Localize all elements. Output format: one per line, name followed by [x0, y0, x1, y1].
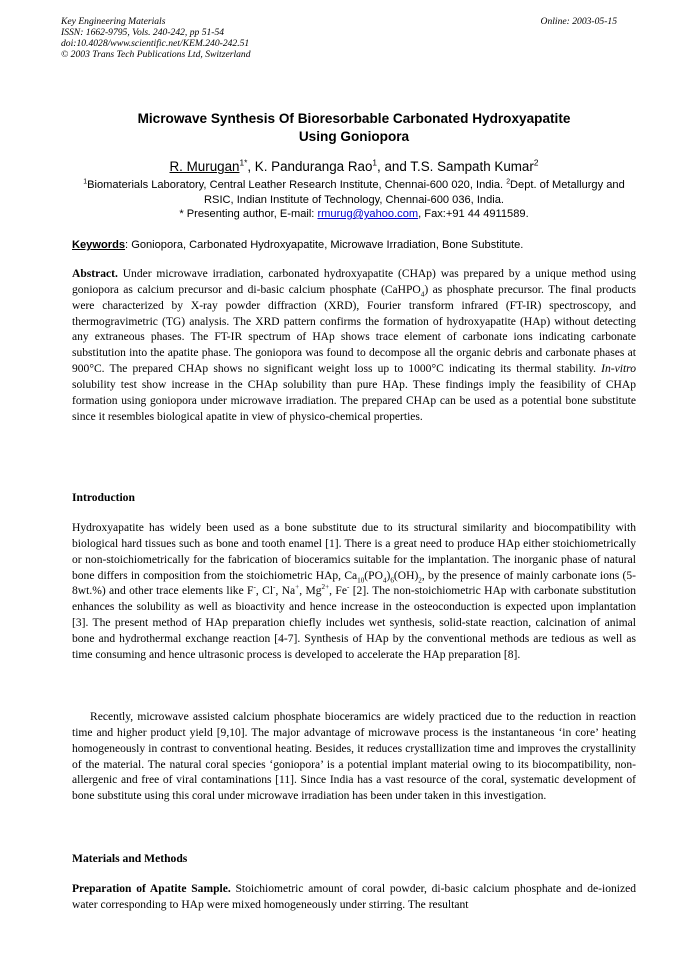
journal-doi: doi:10.4028/www.scientific.net/KEM.240-242.51: [61, 38, 250, 49]
keywords: [72, 238, 636, 252]
methods-heading: Materials and Methods: [72, 852, 188, 865]
intro-paragraph-2: Recently, microwave assisted calcium phosphate bioceramics are widely practiced due to the reduction in reaction time and higher product yield [9,10]. The major advantage of microwave process is the instantaneous ‘in core’ heating homogeneously in contrast to conventional heating. Besides, it reduces crystallization time and improves the crystallinity of the material. The natural coral species ‘goniopora’ is a potential implant material owing to its biocompatibility, non-allergenic and free of viral contaminations [11]. Since India has a vast resource of the coral, systematic development of bone substitute using this coral under microwave irradiation has been under taken in this investigation.: [72, 711, 636, 803]
p1-sup-2: -: [273, 583, 276, 592]
methods-subheading: Preparation of Apatite Sample.: [72, 883, 231, 895]
p1-sub-3: 6: [390, 575, 394, 584]
p1-text-f: , Cl: [255, 585, 274, 598]
author-1-name: R. Murugan: [169, 159, 240, 174]
title-line-2: Using Goniopora: [298, 129, 410, 144]
journal-issn: ISSN: 1662-9795, Vols. 240-242, pp 51-54: [61, 27, 225, 38]
journal-copyright: © 2003 Trans Tech Publications Ltd, Switzerland: [61, 49, 251, 60]
affiliations: [72, 178, 636, 222]
p1-sup-1: -: [253, 583, 256, 592]
title-line-1: Microwave Synthesis Of Bioresorbable Carbonated Hydroxyapatite: [137, 111, 571, 126]
p1-sub-4: 2: [418, 575, 422, 584]
paper-title: [72, 110, 636, 146]
journal-header: [61, 16, 617, 60]
p1-sub-1: 10: [357, 575, 365, 584]
online-date: Online: 2003-05-15: [540, 16, 617, 27]
p1-text-h: , Mg: [299, 585, 322, 598]
author-3-sup: 2: [533, 157, 539, 168]
p1-text-c: ): [386, 569, 391, 582]
keywords-text: : Goniopora, Carbonated Hydroxyapatite, Microwave Irradiation, Bone Substitute.: [125, 239, 524, 251]
abstract-text-3: solubility test show increase in the CHAp solubility than pure HAp. These findings imply the feasibility of CHAp formation using goniopora under microwave irradiation. The prepared CHAp can be used as a potential bone substitute since it resembles biological apatite in view of physico-chemical properties.: [72, 378, 636, 423]
p1-sup-3: +: [295, 583, 300, 592]
introduction-heading: Introduction: [72, 491, 135, 504]
author-1-sup: 1*: [239, 157, 248, 168]
p1-text-i: , Fe: [329, 585, 347, 598]
author-list: [72, 158, 636, 176]
abstract-label: Abstract.: [72, 268, 118, 280]
affil-1-sup: 1: [83, 178, 88, 186]
affil-2-text: Dept. of Metallurgy and RSIC, Indian Institute of Technology, Chennai-600 036, India.: [204, 179, 625, 206]
fax-text: , Fax:+91 44 4911589.: [418, 208, 529, 220]
journal-name: Key Engineering Materials: [61, 16, 166, 27]
abstract-italic: In-vitro: [601, 363, 636, 376]
abstract-text-2: ) as phosphate precursor. The final products were characterized by X-ray powder diffraction (XRD), Fourier transform infrared (FT-IR) spectroscopy, and thermogravimetric (TG) analysis. The XRD pattern confirms the formation of hydroxyapatite (HAp) without detecting any extraneous phases. The FT-IR spectrum of HAp shows trace element of carbonate ions indicating carbonate substitution into the apatite phase. The goniopora was found to decompose all the organic debris and carbonate phases at 900°C. The prepared CHAp shows no significant weight loss up to 1000°C indicating its thermal stability.: [72, 283, 637, 376]
p1-text-a: Hydroxyapatite has widely been used as a bone substitute due to its structural similarity and biocompatibility with biological hard tissues such as bone and tooth enamel [1]. There is a great need to produce HAp either stoichiometrically or non-stoichiometrically for the fabrication of bioceramics suitable for the implantation. The inorganic phase of natural bone differs in composition from the stoichiometric HAp, Ca: [72, 522, 636, 582]
p1-sup-5: -: [346, 583, 350, 592]
author-2-name: , K. Panduranga Rao: [247, 159, 373, 174]
p1-text-j: [2]. The non-stoichiometric HAp with carbonate substitution enhances the solubility as well as bioactivity and hence increase in the osteoconduction is expected upon implantation [3]. The present method of HAp preparation chiefly includes wet synthesis, solid-state reaction, calcination of animal bone and hydrothermal exchange reaction [4-7]. Synthesis of HAp by the conventional methods are tedious as well as time consuming and hence ultrasonic process is developed to accelerate the HAp preparation [8].: [72, 585, 636, 661]
affil-1-text: Biomaterials Laboratory, Central Leather Research Institute, Chennai-600 020, India.: [87, 179, 507, 191]
keywords-label: Keywords: [72, 239, 126, 251]
author-2-sup: 1: [372, 157, 378, 168]
p1-text-e: , by the presence of mainly carbonate ions (5-8wt.%) and other trace elements like F: [72, 569, 636, 598]
p1-text-g: , Na: [275, 585, 296, 598]
affil-2-sup: 2: [506, 178, 511, 186]
p1-text-b: (PO: [364, 569, 383, 582]
methods-paragraph: [72, 882, 636, 914]
corresponding-label: * Presenting author, E-mail:: [179, 208, 318, 220]
email-link[interactable]: rmurug@yahoo.com: [317, 208, 419, 220]
abstract-sub-4: 4: [420, 290, 425, 299]
methods-text: Stoichiometric amount of coral powder, di-basic calcium phosphate and de-ionized water corresponding to HAp were mixed homogeneously under stirring. The resultant: [72, 883, 637, 911]
abstract: [72, 267, 636, 425]
abstract-text-1: Under microwave irradiation, carbonated hydroxyapatite (CHAp) was prepared by a unique method using goniopora as calcium precursor and di-basic calcium phosphate (CaHPO: [72, 268, 636, 296]
p1-text-d: (OH): [393, 569, 419, 582]
intro-paragraph-1: [72, 521, 636, 664]
p1-sub-2: 4: [382, 575, 387, 584]
author-3-name: , and T.S. Sampath Kumar: [377, 159, 534, 174]
p1-sup-4: 2+: [321, 583, 330, 592]
